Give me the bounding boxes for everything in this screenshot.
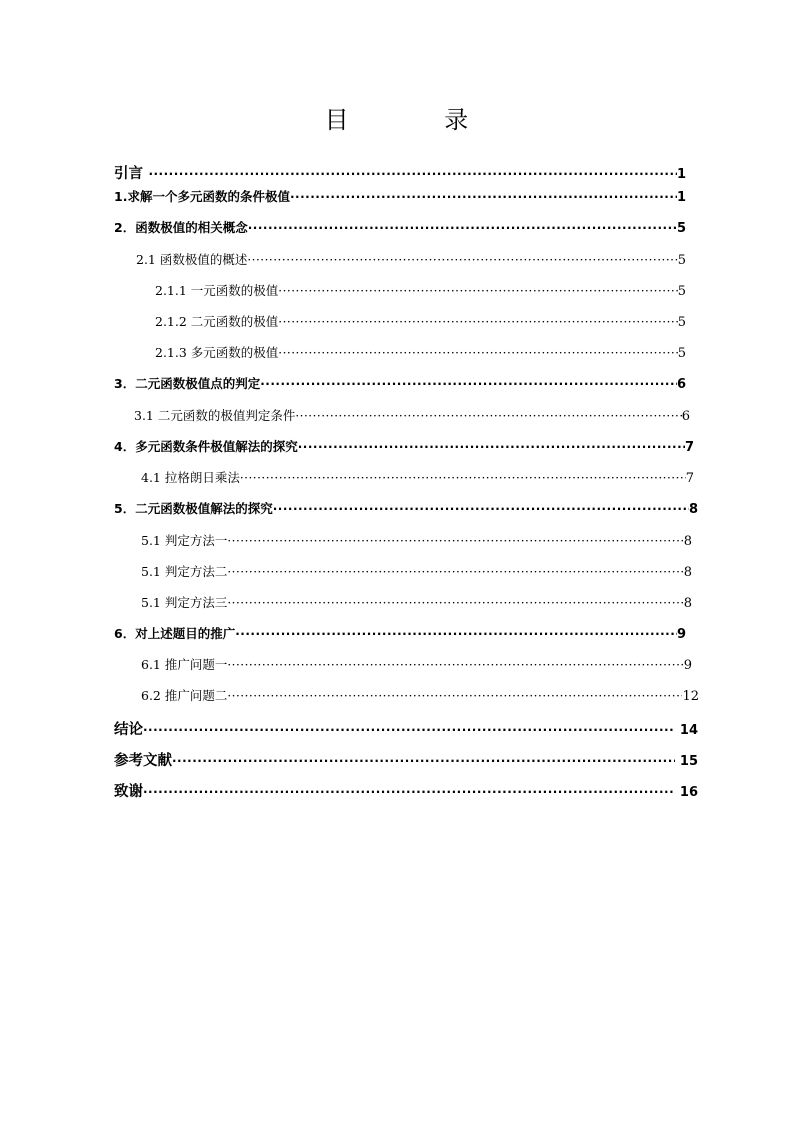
toc-leader-dots [278,346,677,360]
toc-leader-dots [227,658,683,672]
toc-page-number: 9 [676,627,686,642]
toc-entry-label: 3.1 二元函数的极值判定条件 [134,408,296,423]
toc-entry-2-1-3[interactable] [155,343,686,365]
toc-page-number: 5 [677,253,686,268]
toc-leader-dots [143,785,674,799]
toc-leader-dots [273,502,689,516]
toc-entry-6[interactable] [114,624,686,646]
toc-entry-label: 2.1.3 多元函数的极值 [155,345,279,360]
toc-leader-dots [248,221,677,235]
toc-entry-intro[interactable] [114,162,686,184]
toc-entry-label: 4.1 拉格朗日乘法 [141,470,240,485]
toc-page-number: 16 [679,785,698,800]
toc-entry-references[interactable] [114,749,698,771]
toc-entry-6-1[interactable] [141,655,692,677]
toc-entry-label: 6．对上述题目的推广 [114,626,236,641]
toc-entry-label: 6.1 推广问题一 [141,657,228,672]
toc-entry-label: 6.2 推广问题二 [141,688,228,703]
toc-leader-dots [260,377,677,391]
toc-entry-4[interactable] [114,437,694,459]
toc-page-number: 5 [677,346,686,361]
toc-page-number: 1 [676,167,686,182]
toc-page-number: 15 [679,754,698,769]
toc-leader-dots [290,190,677,204]
toc-entry-label: 2.1 函数极值的概述 [136,252,248,267]
toc-page-number: 8 [683,565,692,580]
toc-entry-2[interactable] [114,218,686,240]
toc-page-number: 5 [676,221,686,236]
toc-leader-dots [247,253,677,267]
toc-page-number: 5 [677,315,686,330]
toc-entry-2-1-2[interactable] [155,312,686,334]
toc-page-number: 8 [683,534,692,549]
toc-leader-dots [278,284,677,298]
toc-entry-5-1c[interactable] [141,593,692,615]
toc-leader-dots [298,440,685,454]
toc-entry-label: 5.1 判定方法一 [141,533,228,548]
toc-leader-dots [172,754,675,768]
toc-entry-label: 2．函数极值的相关概念 [114,220,248,235]
toc-entry-conclusion[interactable] [114,718,698,740]
toc-leader-dots [148,167,677,181]
toc-entry-2-1-1[interactable] [155,281,686,303]
toc-leader-dots [227,689,682,703]
toc-leader-dots [227,596,683,610]
toc-entry-label: 参考文献 [114,753,172,769]
toc-leader-dots [240,471,686,485]
toc-entry-label: 5.1 判定方法三 [141,595,228,610]
toc-entry-4-1[interactable] [141,468,694,490]
toc-entry-label: 5．二元函数极值解法的探究 [114,501,273,516]
toc-entry-label: 5.1 判定方法二 [141,564,228,579]
toc-page-number: 7 [685,471,694,486]
page-title: 目 录 [324,106,513,134]
toc-entry-3-1[interactable] [134,406,690,428]
toc-leader-dots [227,565,683,579]
toc-leader-dots [278,315,677,329]
toc-leader-dots [295,409,681,423]
toc-page-number: 7 [684,440,694,455]
toc-page-number: 8 [683,596,692,611]
toc-leader-dots [227,534,683,548]
toc-page-number: 12 [682,689,699,704]
toc-leader-dots [235,627,677,641]
toc-entry-6-2[interactable] [141,686,699,708]
toc-entry-5-1b[interactable] [141,562,692,584]
toc-page-number: 5 [677,284,686,299]
toc-entry-label: 4．多元函数条件极值解法的探究 [114,439,298,454]
toc-entry-acknowledgements[interactable] [114,780,698,802]
toc-entry-5[interactable] [114,499,698,521]
toc-page-number: 8 [688,502,698,517]
toc-entry-label: 2.1.1 一元函数的极值 [155,283,279,298]
toc-entry-label: 2.1.2 二元函数的极值 [155,314,279,329]
toc-entry-3[interactable] [114,374,686,396]
toc-entry-label: 结论 [114,722,143,738]
toc-entry-1[interactable] [114,187,686,209]
toc-entry-label: 致谢 [114,784,143,800]
toc-entry-5-1a[interactable] [141,531,692,553]
toc-entry-label: 3．二元函数极值点的判定 [114,376,261,391]
toc-page-number: 9 [683,658,692,673]
toc-leader-dots [143,723,674,737]
toc-entry-label: 1.求解一个多元函数的条件极值 [114,189,290,204]
toc-page-number: 6 [681,409,690,424]
toc-entry-2-1[interactable] [136,250,686,272]
toc-page-number: 6 [676,377,686,392]
toc-page-number: 14 [679,723,698,738]
toc-page-number: 1 [676,190,686,205]
toc-entry-label: 引言 [114,166,143,182]
